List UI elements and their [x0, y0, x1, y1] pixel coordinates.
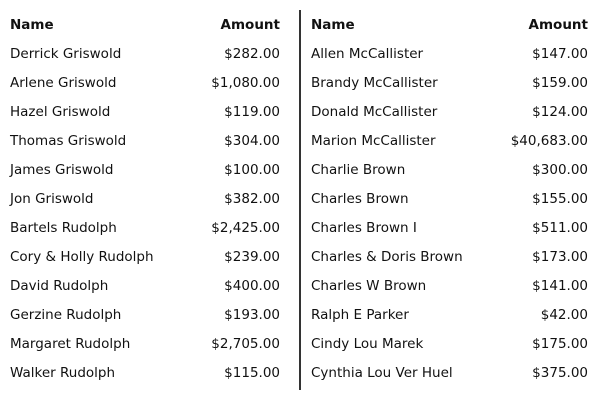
- donor-amount: $511.00: [532, 219, 588, 236]
- donor-name: Gerzine Rudolph: [10, 306, 122, 323]
- donor-name: Walker Rudolph: [10, 364, 116, 381]
- donor-name: Charles & Doris Brown: [311, 248, 463, 265]
- table-row: [311, 68, 588, 97]
- donor-name: Charles Brown I: [311, 219, 417, 236]
- donor-name: Charles W Brown: [311, 277, 427, 294]
- donor-name: Hazel Griswold: [10, 103, 111, 120]
- donor-amount: $100.00: [224, 161, 280, 178]
- table-row: [10, 358, 280, 387]
- donor-amount: $42.00: [540, 306, 588, 323]
- table-row: [10, 155, 280, 184]
- table-row: [311, 300, 588, 329]
- table-row: [311, 329, 588, 358]
- donor-name: Charles Brown: [311, 190, 409, 207]
- table-row: [311, 358, 588, 387]
- donor-amount: $300.00: [532, 161, 588, 178]
- donor-name: Jon Griswold: [10, 190, 94, 207]
- donor-amount: $115.00: [224, 364, 280, 381]
- donor-amount: $382.00: [224, 190, 280, 207]
- donor-name: Brandy McCallister: [311, 74, 438, 91]
- table-row: [311, 184, 588, 213]
- donor-amount: $173.00: [532, 248, 588, 265]
- donor-amount: $175.00: [532, 335, 588, 352]
- table-row: [311, 213, 588, 242]
- right-column: [311, 10, 588, 387]
- donor-amount: $159.00: [532, 74, 588, 91]
- table-row: [311, 155, 588, 184]
- donor-name: Thomas Griswold: [10, 132, 127, 149]
- donor-amount: $124.00: [532, 103, 588, 120]
- table-row: [10, 97, 280, 126]
- donor-name: Donald McCallister: [311, 103, 438, 120]
- left-header-row: [10, 10, 280, 39]
- table-row: [311, 126, 588, 155]
- donor-name: Cindy Lou Marek: [311, 335, 424, 352]
- donor-amount: $304.00: [224, 132, 280, 149]
- table-row: [311, 97, 588, 126]
- donor-amount: $2,705.00: [211, 335, 280, 352]
- donor-name: Marion McCallister: [311, 132, 436, 149]
- donor-name: Allen McCallister: [311, 45, 424, 62]
- left-name-header: Name: [10, 16, 54, 33]
- table-row: [10, 329, 280, 358]
- donor-name: Ralph E Parker: [311, 306, 409, 323]
- table-row: [10, 39, 280, 68]
- donor-amount: $1,080.00: [211, 74, 280, 91]
- donor-amount: $282.00: [224, 45, 280, 62]
- right-header-row: [311, 10, 588, 39]
- donor-amount: $239.00: [224, 248, 280, 265]
- donor-amount: $2,425.00: [211, 219, 280, 236]
- table-row: [10, 242, 280, 271]
- donor-amount: $40,683.00: [510, 132, 588, 149]
- donor-name: Cynthia Lou Ver Huel: [311, 364, 453, 381]
- donor-name: Margaret Rudolph: [10, 335, 131, 352]
- donor-name: James Griswold: [10, 161, 114, 178]
- left-column: [10, 10, 280, 387]
- donor-amount: $141.00: [532, 277, 588, 294]
- table-row: [10, 300, 280, 329]
- donor-amount: $193.00: [224, 306, 280, 323]
- table-row: [10, 184, 280, 213]
- donor-name: Arlene Griswold: [10, 74, 117, 91]
- donor-name: Cory & Holly Rudolph: [10, 248, 154, 265]
- donor-name: Bartels Rudolph: [10, 219, 117, 236]
- table-row: [10, 126, 280, 155]
- donor-amount: $400.00: [224, 277, 280, 294]
- table-row: [311, 242, 588, 271]
- right-amount-header: Amount: [528, 16, 588, 33]
- donor-amount: $119.00: [224, 103, 280, 120]
- table-row: [10, 271, 280, 300]
- donor-amount: $147.00: [532, 45, 588, 62]
- donor-name: David Rudolph: [10, 277, 109, 294]
- column-divider: [299, 10, 301, 390]
- table-row: [311, 271, 588, 300]
- donor-amount: $155.00: [532, 190, 588, 207]
- donor-name: Derrick Griswold: [10, 45, 122, 62]
- table-row: [10, 68, 280, 97]
- table-row: [311, 39, 588, 68]
- donor-name: Charlie Brown: [311, 161, 406, 178]
- table-row: [10, 213, 280, 242]
- right-name-header: Name: [311, 16, 355, 33]
- donor-amount: $375.00: [532, 364, 588, 381]
- left-amount-header: Amount: [220, 16, 280, 33]
